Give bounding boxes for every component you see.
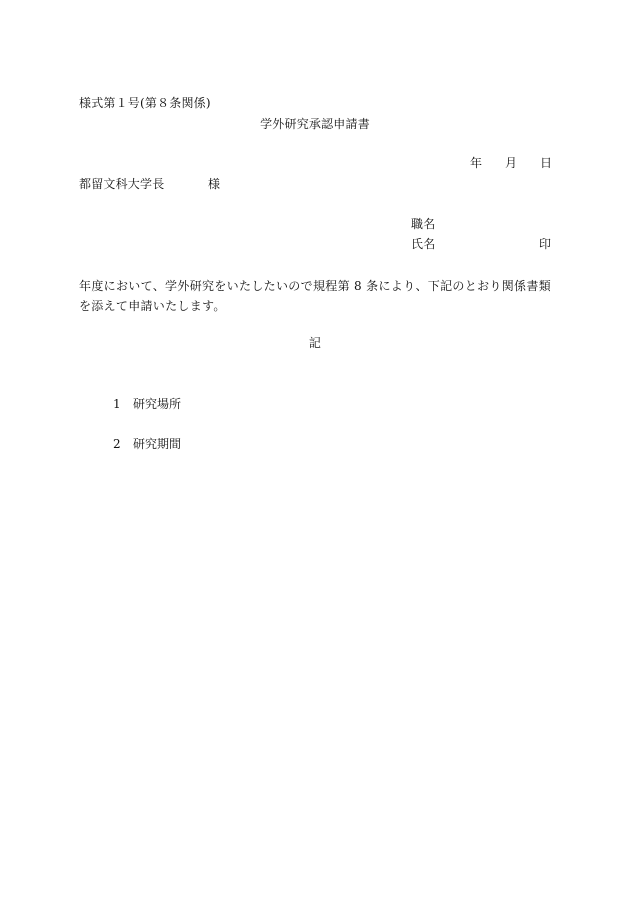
ki-heading: 記 [308, 336, 322, 350]
name-label: 氏名 [411, 237, 436, 251]
list-item-label: 研究場所 [133, 397, 182, 411]
list-item-number: 1 [113, 397, 121, 411]
date-month-label: 月 [505, 156, 518, 170]
document-title: 学外研究承認申請書 [260, 117, 370, 131]
addressee-honorific: 様 [208, 177, 221, 191]
list-item-number: 2 [113, 437, 121, 451]
application-body-text: 年度において、学外研究をいたしたいので規程第 8 条により、下記のとおり関係書類を添えて申請いたします。 [79, 279, 551, 313]
addressee-name: 都留文科大学長 [79, 177, 165, 191]
seal-mark: 印 [539, 237, 552, 251]
list-item-research-period [113, 438, 181, 450]
list-item-research-location [113, 398, 181, 410]
list-item-label: 研究期間 [133, 437, 182, 451]
date-year-label: 年 [470, 156, 483, 170]
position-label: 職名 [411, 217, 436, 231]
form-number: 様式第１号(第８条関係) [79, 96, 211, 110]
date-day-label: 日 [540, 156, 553, 170]
